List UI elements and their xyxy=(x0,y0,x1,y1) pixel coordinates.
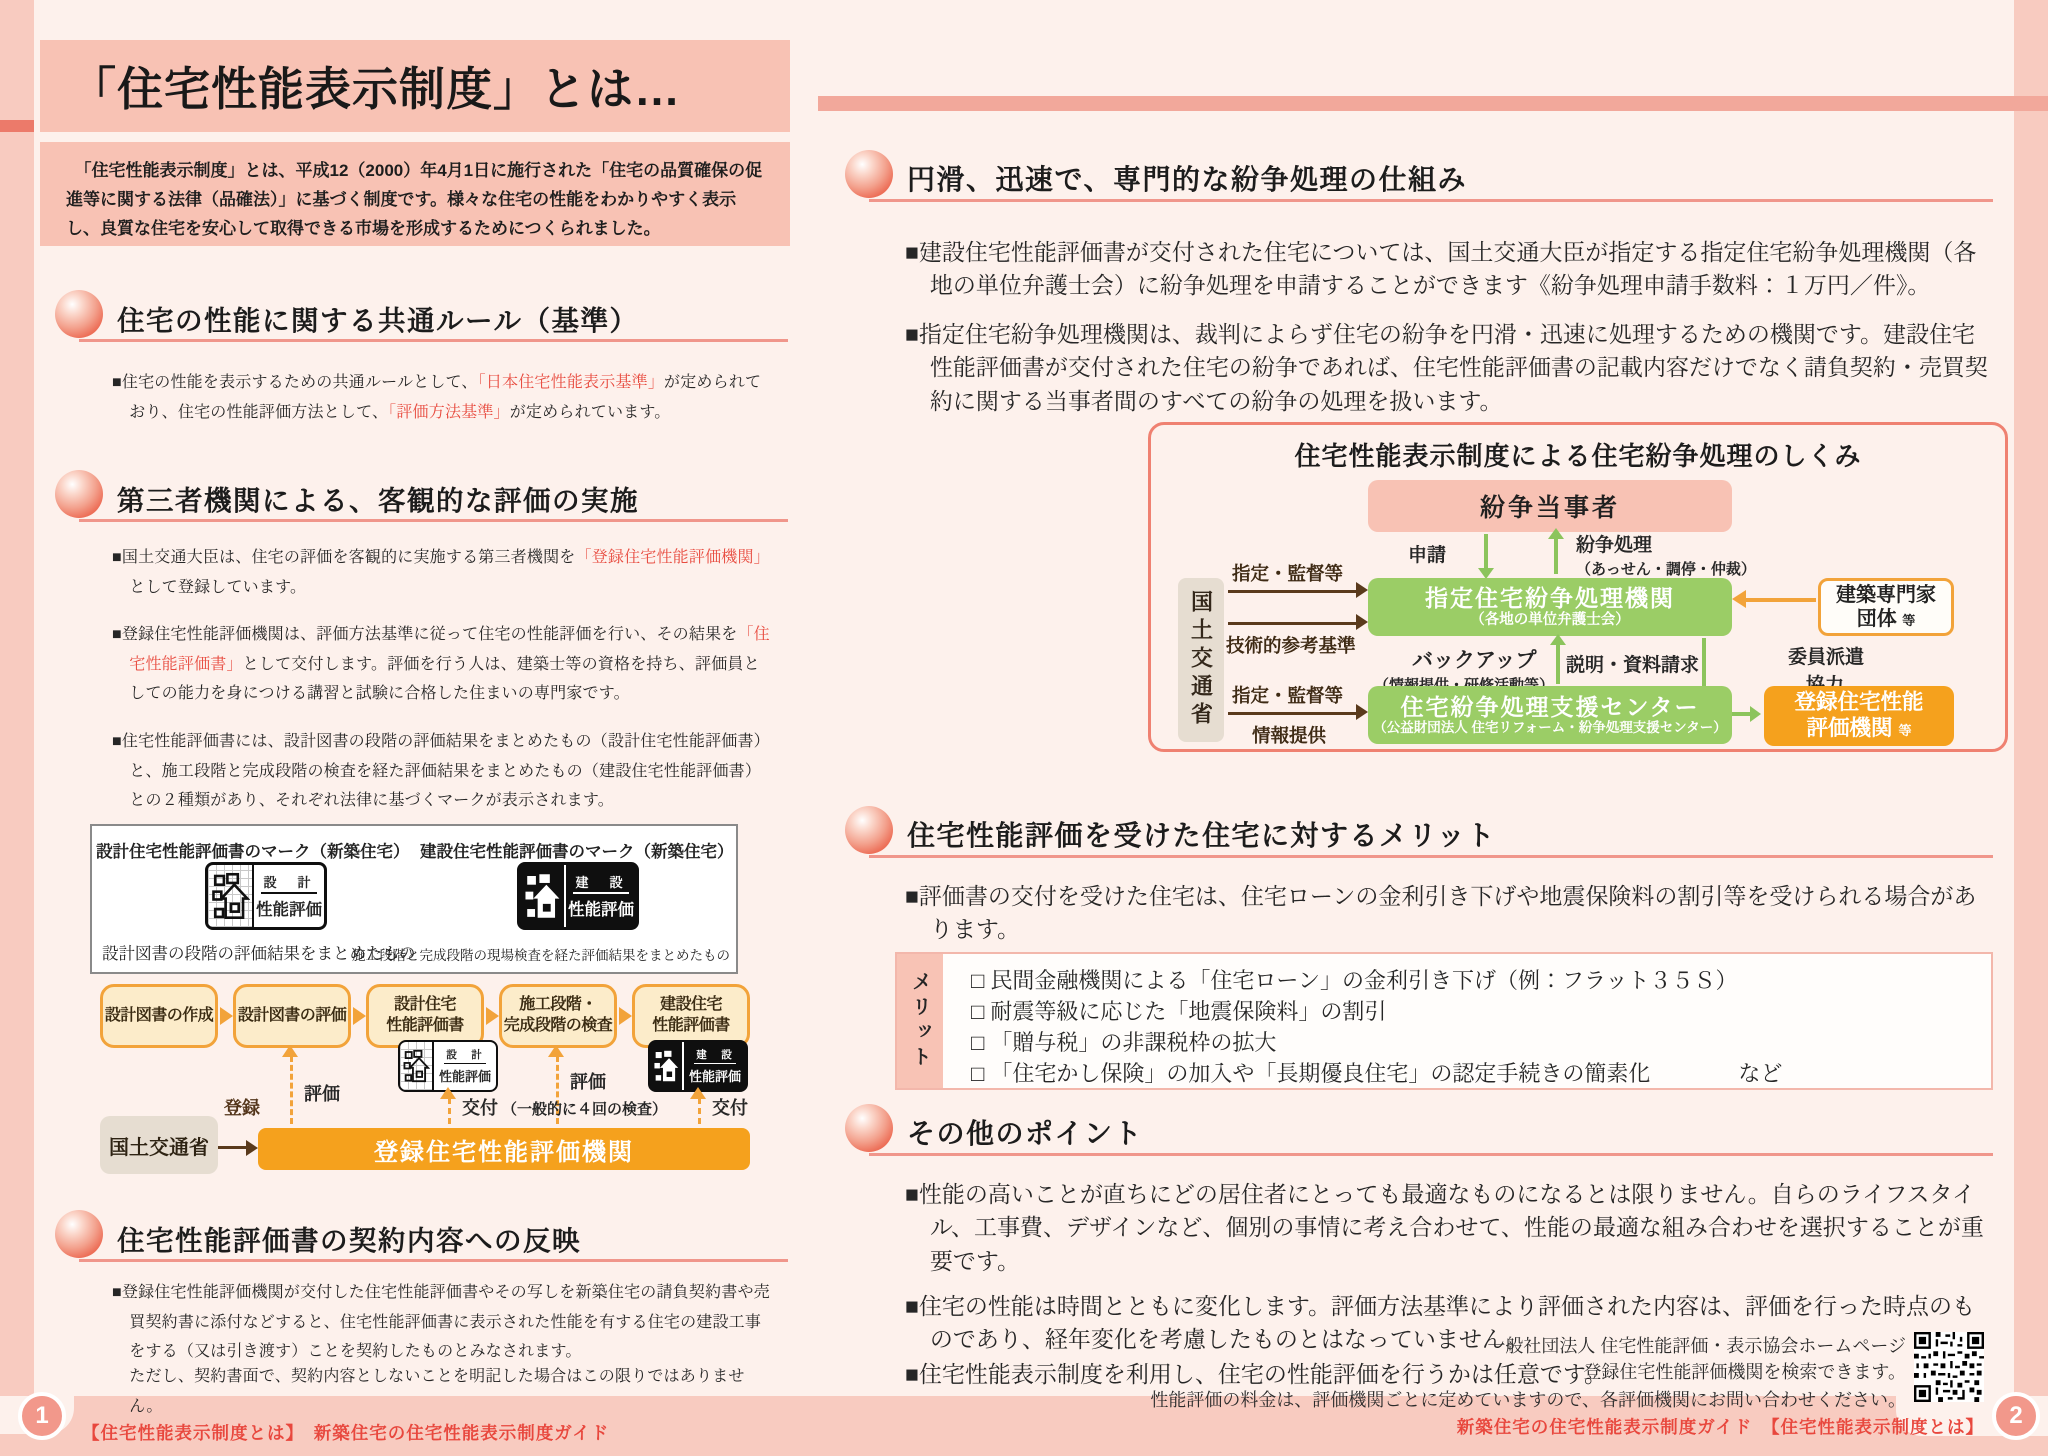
construction-mark-title: 建設住宅性能評価書のマーク（新築住宅） xyxy=(420,843,734,861)
section-rules xyxy=(55,288,788,342)
section-bullet-icon xyxy=(55,290,103,338)
section-bullet-icon xyxy=(845,150,893,198)
design-mark-caption: 設計図書の段階の評価結果をまとめたもの xyxy=(102,945,416,963)
flow-label-issue2: 交付 xyxy=(712,1098,748,1118)
standard-name-text: 「評価方法基準」 xyxy=(388,403,510,421)
dashed-arrow-head-icon xyxy=(440,1087,456,1099)
design-mark-text xyxy=(434,1042,496,1090)
flow-step-label: 性能評価書 xyxy=(652,1017,730,1034)
design-mark-house-icon xyxy=(400,1042,434,1090)
flow-label-eval1: 評価 xyxy=(304,1084,340,1104)
resolution-label: 紛争処理 xyxy=(1576,535,1653,556)
section-bullet-icon xyxy=(55,1210,103,1258)
apply-arrow xyxy=(1484,534,1488,572)
text-segment: ■住宅の性能を表示するための共通ルールとして、 xyxy=(112,374,478,391)
designate-label-1: 指定・監督等 xyxy=(1232,563,1344,584)
association-note-3: 性能評価の料金は、評価機関ごとに定めていますので、各評価機関にお問い合わせください。 xyxy=(1150,1390,1906,1410)
flow-step-label: 設計図書の評価 xyxy=(237,1006,347,1024)
merit-item: □ 「贈与税」の非課税枠の拡大 xyxy=(971,1030,1277,1055)
section-heading: 住宅性能評価書の契約内容への反映 xyxy=(117,1225,581,1256)
construction-mark-text xyxy=(684,1042,746,1090)
report-name-text: 「住宅性能評価書」 xyxy=(129,626,770,673)
text-segment: が定められており、住宅の性能評価方法として、 xyxy=(129,374,762,421)
technical-arrow xyxy=(1228,622,1360,625)
section-underline xyxy=(869,199,1993,202)
register-arrow-head-icon xyxy=(246,1140,258,1156)
page-title: 「住宅性能表示制度」とは… xyxy=(40,40,790,132)
association-note-1: 一般社団法人 住宅性能評価・表示協会ホームページ xyxy=(1487,1336,1906,1356)
agency-label-2 xyxy=(1806,716,1911,742)
mark-bottom-label: 性能評価 xyxy=(568,901,634,919)
mark-top-label: 設 計 xyxy=(261,872,316,894)
frame-right xyxy=(2014,0,2048,1456)
dispute-body-sub: （各地の単位弁護士会） xyxy=(1470,611,1630,628)
resolution-arrow xyxy=(1554,538,1558,574)
designate-arrow-1 xyxy=(1228,590,1360,593)
section-dispute xyxy=(845,148,1993,202)
flow-arrow-icon xyxy=(619,1007,632,1025)
dashed-arrow xyxy=(448,1098,451,1124)
mark-top-label: 建 設 xyxy=(573,872,628,894)
page-number-left: 1 xyxy=(18,1392,66,1440)
construction-mark-text xyxy=(566,865,636,927)
info-label: 情報提供 xyxy=(1252,725,1327,746)
evaluation-paragraph-3: ■住宅性能評価書には、設計図書の段階の評価結果をまとめたもの（設計住宅性能評価書）と、施工段階と完成段階の検査を経た評価結果をまとめたもの（建設住宅性能評価書）との２種類があり、それぞれ法律に基づくマークが表示されます。 xyxy=(112,733,770,810)
text-segment: として登録しています。 xyxy=(129,578,307,596)
association-note-2: 登録住宅性能評価機関を検索できます。 xyxy=(1583,1362,1906,1382)
merit-paragraph: ■評価書の交付を受けた住宅は、住宅ローンの金利引き下げや地震保険料の割引等を受けられる場合があります。 xyxy=(905,883,1977,943)
footer-text-left: 【住宅性能表示制度とは】 新築住宅の住宅性能表示制度ガイド xyxy=(82,1423,610,1443)
experts-box xyxy=(1818,578,1954,636)
construction-mark-house-icon xyxy=(520,865,566,927)
text-segment: が定められています。 xyxy=(509,403,671,421)
frame-left xyxy=(0,0,34,1456)
backup-arrow-head-icon xyxy=(1550,634,1566,645)
section-heading: その他のポイント xyxy=(907,1118,1144,1149)
text-segment: 「住宅性能表示制度」とは、平成12（2000）年4月1日に施行された xyxy=(66,161,593,180)
dashed-arrow xyxy=(698,1098,701,1124)
design-mark-house-icon xyxy=(208,865,254,927)
request-label: 説明・資料請求 xyxy=(1566,655,1700,676)
flow-arrow-icon xyxy=(220,1007,233,1025)
section-contract xyxy=(55,1208,788,1262)
mark-bottom-label: 性能評価 xyxy=(256,901,322,919)
dispatch-arrow-head-icon xyxy=(1732,590,1746,608)
agency-name-text: 「登録住宅性能評価機関」 xyxy=(575,549,770,566)
register-arrow xyxy=(218,1146,248,1149)
dispute-body-label: 指定住宅紛争処理機関 xyxy=(1425,585,1675,612)
info-arrow xyxy=(1228,712,1360,715)
flow-step-1 xyxy=(100,984,218,1048)
other-paragraph-1: ■性能の高いことが直ちにどの居住者にとっても最適なものになるとは限りません。自らのライフスタイル、工事費、デザインなど、個別の事情に考え合わせて、性能の最適な組み合わせを選択することが重要です。 xyxy=(905,1181,1984,1274)
dashed-arrow xyxy=(290,1056,293,1124)
agency-label-1: 登録住宅性能 xyxy=(1794,690,1924,715)
flow-step-label: 設計住宅 xyxy=(393,996,456,1014)
section-underline xyxy=(869,855,1993,858)
other-paragraph-2: ■住宅の性能は時間とともに変化します。評価方法基準により評価された内容は、評価を行った時点のものであり、経年変化を考慮したものとはなっていません。 xyxy=(905,1293,1976,1353)
mark-bottom-label: 性能評価 xyxy=(438,1069,491,1084)
registered-agency-bar: 登録住宅性能評価機関 xyxy=(258,1128,750,1170)
designate-label-2: 指定・監督等 xyxy=(1232,685,1344,706)
experts-label: 建築専門家 xyxy=(1836,584,1936,606)
merit-side-label: メリット xyxy=(897,954,943,1088)
section-underline xyxy=(79,1259,788,1262)
mark-top-label: 設 計 xyxy=(444,1047,486,1064)
section-heading: 円滑、迅速で、専門的な紛争処理の仕組み xyxy=(907,164,1467,195)
section-bullet-icon xyxy=(845,806,893,854)
support-center-label: 住宅紛争処理支援センター xyxy=(1400,693,1700,720)
flow-step-label: 設計図書の作成 xyxy=(104,1006,214,1024)
technical-label: 技術的参考基準 xyxy=(1226,635,1356,656)
dispute-diagram-title: 住宅性能表示制度による住宅紛争処理のしくみ xyxy=(1294,441,1862,471)
dashed-arrow-head-icon xyxy=(690,1087,706,1099)
section-other xyxy=(845,1102,1993,1156)
text-segment: ■登録住宅性能評価機関は、評価方法基準に従って住宅の性能評価を行い、その結果を xyxy=(112,626,738,643)
section-heading: 住宅の性能に関する共通ルール（基準） xyxy=(117,305,639,336)
resolution-arrow-head-icon xyxy=(1548,528,1564,539)
agency-label-text: 評価機関 xyxy=(1806,716,1893,740)
merit-item: □ 民間金融機関による「住宅ローン」の金利引き下げ（例：フラット３５Ｓ） xyxy=(971,968,1738,993)
resolution-note: （あっせん・調停・仲裁） xyxy=(1576,561,1756,578)
register-label: 登録 xyxy=(224,1098,260,1118)
designate-arrow-head-icon xyxy=(1356,582,1368,598)
backup-arrow xyxy=(1556,644,1560,684)
evaluation-paragraph-2 xyxy=(112,620,772,709)
dispute-paragraph-1: ■建設住宅性能評価書が交付された住宅については、国土交通大臣が指定する指定住宅紛争処理機関（各地の単位弁護士会）に紛争処理を申請することができます《紛争処理申請手数料：１万円／件》。 xyxy=(905,239,1977,299)
section-heading: 住宅性能評価を受けた住宅に対するメリット xyxy=(907,820,1496,851)
design-mark-text xyxy=(254,865,324,927)
text-segment: として交付します。評価を行う人は、建築士等の資格を持ち、評価員としての能力を身につける講習と試験に合格した住まいの専門家です。 xyxy=(129,655,760,703)
apply-label: 申請 xyxy=(1408,545,1447,566)
flow-arrow-icon xyxy=(486,1007,499,1025)
merit-box xyxy=(895,952,1993,1090)
dashed-arrow-head-icon xyxy=(548,1045,564,1057)
section-bullet-icon xyxy=(55,470,103,518)
experts-etc: 等 xyxy=(1902,613,1916,628)
support-center-box xyxy=(1368,686,1732,744)
mlit-vertical-box: 国土交通省 xyxy=(1178,578,1224,742)
section-underline xyxy=(79,339,788,342)
flow-step-label: 完成段階の検査 xyxy=(503,1017,613,1034)
design-mark-title: 設計住宅性能評価書のマーク（新築住宅） xyxy=(96,843,410,861)
flow-step-3 xyxy=(366,984,484,1048)
construction-mark-small xyxy=(648,1040,748,1092)
text-segment: ■国土交通大臣は、住宅の評価を客観的に実施する第三者機関を xyxy=(112,549,576,566)
merit-item: □ 「住宅かし保険」の加入や「長期優良住宅」の認定手続きの簡素化 など xyxy=(971,1061,1783,1086)
registered-agency-box xyxy=(1764,686,1954,746)
page-number-right: 2 xyxy=(1992,1392,2040,1440)
construction-mark-house-icon xyxy=(650,1042,684,1090)
mark-bottom-label: 性能評価 xyxy=(688,1069,741,1084)
flow-label-eval2: 評価 xyxy=(570,1072,606,1092)
contract-paragraph-1: ■登録住宅性能評価機関が交付した住宅性能評価書やその写しを新築住宅の請負契約書や売買契約書に添付などすると、住宅性能評価書に表示された性能を有する住宅の建設工事をする（又は引き渡す）ことを契約したものとみなされます。 xyxy=(112,1284,770,1361)
footer-text-right: 新築住宅の住宅性能表示制度ガイド 【住宅性能表示制度とは】 xyxy=(1456,1417,1984,1437)
technical-arrow-head-icon xyxy=(1356,614,1368,630)
support-center-sub: （公益財団法人 住宅リフォーム・紛争処理支援センター） xyxy=(1373,720,1727,736)
law-name-text: 「住宅の品質確保の促進等に関する法律（品確法）」 xyxy=(66,161,763,209)
construction-mark-caption: 施工段階と完成段階の現場検査を経た評価結果をまとめたもの xyxy=(352,948,730,963)
qr-code-icon xyxy=(1914,1332,1984,1402)
merit-item: □ 耐震等級に応じた「地震保険料」の割引 xyxy=(971,999,1387,1024)
flow-label-issue1: 交付 xyxy=(462,1098,498,1118)
section-underline xyxy=(79,519,788,522)
text-segment: に基づく制度です。様々な住宅の性能をわかりやすく表示し、良質な住宅を安心して取得できる市場を形成するためにつくられました。 xyxy=(66,189,737,238)
dispatch-arrow xyxy=(1746,598,1816,602)
flow-arrow-icon xyxy=(353,1007,366,1025)
section-bullet-icon xyxy=(845,1104,893,1152)
dispute-body-box xyxy=(1368,578,1732,636)
backup-label: バックアップ xyxy=(1412,649,1537,672)
left-red-segment xyxy=(0,120,34,132)
info-arrow-head-icon xyxy=(1356,704,1368,720)
dashed-arrow-head-icon xyxy=(282,1045,298,1057)
flow-step-4 xyxy=(499,984,617,1048)
dispute-parties-box: 紛争当事者 xyxy=(1368,480,1732,532)
intro-paragraph xyxy=(40,142,790,246)
section-evaluation xyxy=(55,468,788,522)
experts-label2 xyxy=(1857,607,1916,631)
construction-mark xyxy=(517,862,639,930)
flow-step-label: 建設住宅 xyxy=(659,996,722,1014)
dispatch-label-1: 委員派遣 xyxy=(1788,647,1865,668)
dispute-paragraph-2: ■指定住宅紛争処理機関は、裁判によらず住宅の紛争を円滑・迅速に処理するための機関です。建設住宅性能評価書が交付された住宅の紛争であれば、住宅性能評価書の記載内容だけでなく請負契約・売買契約に関する当事者間のすべての紛争の処理を扱います。 xyxy=(905,321,1988,414)
top-band xyxy=(818,96,2048,111)
flow-step-5 xyxy=(632,984,750,1048)
design-mark-small xyxy=(398,1040,498,1092)
flow-label-eval2-note: （一般的に４回の検査） xyxy=(502,1101,668,1118)
merit-item-list xyxy=(943,954,1991,1088)
mark-top-label: 建 設 xyxy=(694,1047,736,1064)
section-underline xyxy=(869,1153,1993,1156)
contract-paragraph-2: ただし、契約書面で、契約内容としないことを明記した場合はこの限りではありません。 xyxy=(129,1368,745,1415)
design-mark xyxy=(205,862,327,930)
agency-etc: 等 xyxy=(1898,723,1912,738)
section-merit xyxy=(845,804,1993,858)
request-arrow-head-icon xyxy=(1750,706,1761,722)
standard-name-text: 「日本住宅性能表示基準」 xyxy=(477,374,665,391)
flow-step-label: 施工段階・ xyxy=(519,996,597,1014)
flow-step-2 xyxy=(233,984,351,1048)
section-heading: 第三者機関による、客観的な評価の実施 xyxy=(117,485,639,516)
flow-step-label: 性能評価書 xyxy=(386,1017,464,1034)
other-paragraph-3: ■住宅性能表示制度を利用し、住宅の性能評価を行うかは任意です。 xyxy=(905,1361,1608,1387)
experts-label-text: 団体 xyxy=(1856,608,1897,630)
rules-paragraph xyxy=(112,368,772,427)
mlit-box: 国土交通省 xyxy=(100,1116,218,1174)
evaluation-paragraph-1 xyxy=(112,543,772,602)
